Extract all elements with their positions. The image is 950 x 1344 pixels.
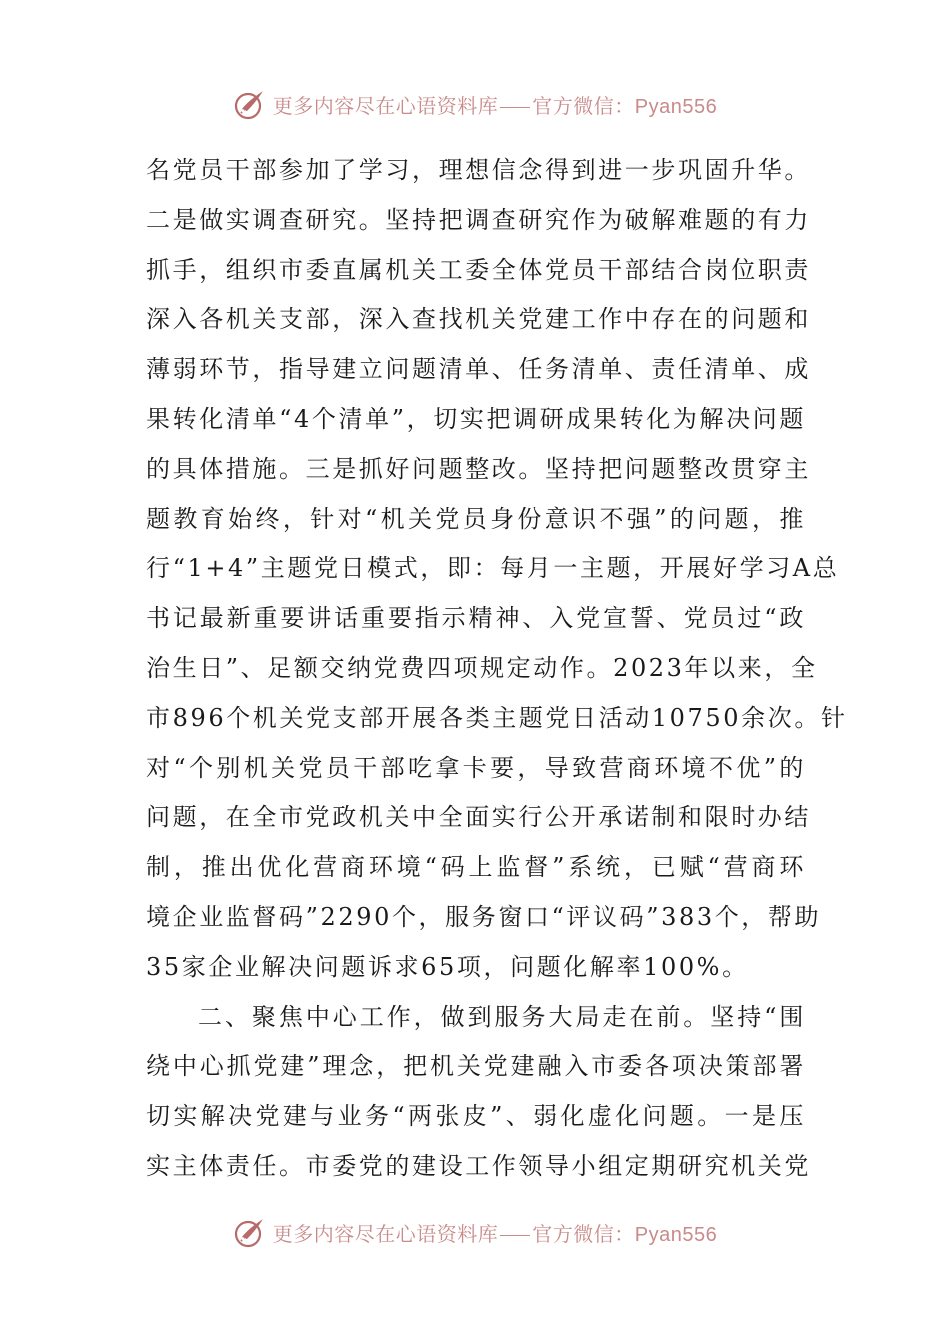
quill-pen-seal-icon bbox=[233, 1215, 267, 1249]
header-watermark bbox=[0, 84, 950, 124]
watermark-prefix: 更多内容尽在心语资料库 bbox=[272, 1221, 499, 1246]
watermark-text bbox=[273, 1218, 717, 1247]
text-line: 绕中心抓党建”理念，把机关党建融入市委各项决策部署 bbox=[146, 1052, 806, 1081]
text-line: 行“1+4”主题党日模式，即：每月一主题，开展好学习A总 bbox=[146, 554, 840, 583]
text-line: 果转化清单“4个清单”，切实把调研成果转化为解决问题 bbox=[146, 404, 806, 433]
text-line: 深入各机关支部，深入查找机关党建工作中存在的问题和 bbox=[146, 305, 811, 334]
watermark-suffix: 官方微信： bbox=[532, 93, 635, 118]
watermark-wechat-id: Pyan556 bbox=[634, 1223, 718, 1246]
watermark-prefix: 更多内容尽在心语资料库 bbox=[272, 93, 499, 118]
text-line: 书记最新重要讲话重要指示精神、入党宣誓、党员过“政 bbox=[146, 604, 806, 633]
text-line: 二是做实调查研究。坚持把调查研究作为破解难题的有力 bbox=[146, 205, 811, 234]
text-line: 薄弱环节，指导建立问题清单、任务清单、责任清单、成 bbox=[146, 355, 811, 384]
watermark-dash bbox=[500, 107, 530, 108]
text-line: 名党员干部参加了学习，理想信念得到进一步巩固升华。 bbox=[146, 156, 811, 184]
watermark-dash bbox=[500, 1235, 530, 1236]
text-line: 治生日”、足额交纳党费四项规定动作。2023年以来，全 bbox=[146, 653, 818, 682]
document-body bbox=[146, 146, 848, 1192]
text-line: 题教育始终，针对“机关党员身份意识不强”的问题，推 bbox=[146, 504, 806, 533]
text-line: 实主体责任。市委党的建设工作领导小组定期研究机关党 bbox=[146, 1151, 811, 1180]
paragraph-1 bbox=[146, 146, 848, 993]
text-line: 二、聚焦中心工作，做到服务大局走在前。坚持“围 bbox=[198, 1002, 806, 1031]
text-line: 的具体措施。三是抓好问题整改。坚持把问题整改贯穿主 bbox=[146, 454, 811, 483]
text-line: 制，推出优化营商环境“码上监督”系统，已赋“营商环 bbox=[146, 853, 806, 882]
paragraph-2 bbox=[146, 993, 811, 1192]
quill-pen-seal-icon bbox=[233, 87, 267, 121]
text-line: 切实解决党建与业务“两张皮”、弱化虚化问题。一是压 bbox=[146, 1102, 806, 1131]
footer-watermark bbox=[0, 1212, 950, 1252]
text-line: 市896个机关党支部开展各类主题党日活动10750余次。针 bbox=[146, 703, 848, 732]
watermark-wechat-id: Pyan556 bbox=[634, 95, 718, 118]
text-line: 问题，在全市党政机关中全面实行公开承诺制和限时办结 bbox=[146, 803, 811, 832]
text-line: 对“个别机关党员干部吃拿卡要，导致营商环境不优”的 bbox=[146, 753, 806, 782]
text-line: 抓手，组织市委直属机关工委全体党员干部结合岗位职责 bbox=[146, 255, 811, 284]
text-line: 35家企业解决问题诉求65项，问题化解率100%。 bbox=[146, 952, 749, 981]
watermark-text bbox=[273, 90, 717, 119]
text-line: 境企业监督码”2290个，服务窗口“评议码”383个，帮助 bbox=[146, 902, 822, 931]
watermark-suffix: 官方微信： bbox=[532, 1221, 635, 1246]
